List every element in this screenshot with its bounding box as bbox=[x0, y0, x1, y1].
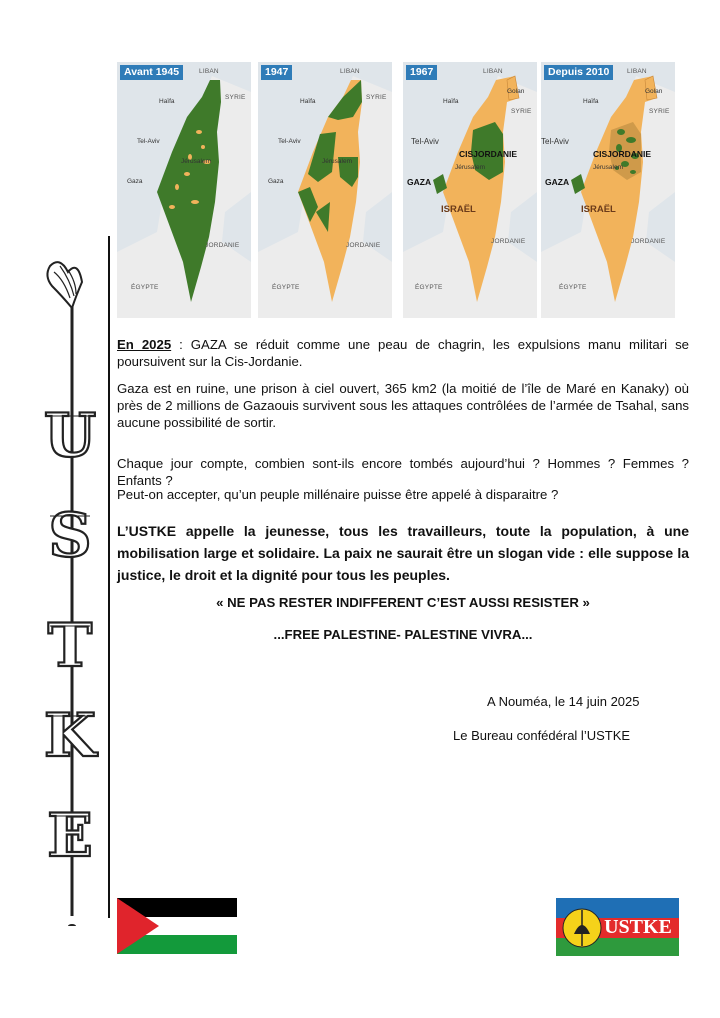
label-syrie: SYRIE bbox=[225, 94, 246, 101]
vertical-divider bbox=[108, 236, 110, 918]
label-telaviv: Tel-Aviv bbox=[278, 138, 301, 145]
paragraph-2025 bbox=[117, 336, 689, 370]
label-telaviv: Tel-Aviv bbox=[137, 138, 160, 145]
label-liban: LIBAN bbox=[483, 68, 503, 75]
label-telaviv: Tel-Aviv bbox=[541, 137, 569, 146]
label-syrie: SYRIE bbox=[649, 108, 670, 115]
logo-text: USTKE bbox=[604, 916, 672, 938]
paragraph-appeal: L’USTKE appelle la jeunesse, tous les travailleurs, toute la population, à une mobilisation large et solidaire. La paix ne saurait être un slogan vide : elle suppose la justice, le droit et la dignité pour tous les peuples. bbox=[117, 523, 689, 583]
label-egypte: ÉGYPTE bbox=[272, 284, 300, 291]
label-jerusalem: Jérusalem bbox=[455, 164, 485, 171]
label-haifa: Haïfa bbox=[300, 98, 316, 105]
ustke-letters bbox=[28, 236, 112, 926]
slogan: « NE PAS RESTER INDIFFERENT C’EST AUSSI RESISTER » bbox=[216, 595, 590, 610]
label-gaza: Gaza bbox=[268, 178, 284, 185]
label-jordanie: JORDANIE bbox=[205, 242, 240, 249]
label-egypte: ÉGYPTE bbox=[559, 284, 587, 291]
label-haifa: Haïfa bbox=[443, 98, 459, 105]
letter-k: K bbox=[43, 701, 97, 771]
label-liban: LIBAN bbox=[627, 68, 647, 75]
label-liban: LIBAN bbox=[340, 68, 360, 75]
label-golan: Golan bbox=[507, 88, 525, 95]
label-jordanie: JORDANIE bbox=[631, 238, 666, 245]
letter-u: U bbox=[43, 401, 97, 471]
label-telaviv: Tel-Aviv bbox=[411, 137, 439, 146]
label-israel: ISRAËL bbox=[581, 204, 616, 215]
map-title: Depuis 2010 bbox=[544, 65, 613, 80]
map-since-2010 bbox=[541, 62, 675, 318]
lead-2025: En 2025 bbox=[117, 337, 172, 352]
map-title: 1947 bbox=[261, 65, 292, 80]
free-palestine: ...FREE PALESTINE- PALESTINE VIVRA... bbox=[273, 627, 533, 642]
paragraph-question: Chaque jour compte, combien sont-ils encore tombés aujourd’hui ? Hommes ? Femmes ? Enfants ? bbox=[117, 456, 689, 488]
label-liban: LIBAN bbox=[199, 68, 219, 75]
ustke-logo-icon bbox=[556, 898, 679, 956]
label-jordanie: JORDANIE bbox=[346, 242, 381, 249]
letter-e: E bbox=[47, 801, 93, 871]
letter-s: S bbox=[48, 501, 92, 571]
label-jerusalem: Jérusalem bbox=[181, 158, 211, 165]
map-before-1945 bbox=[117, 62, 251, 318]
label-cisjordanie: CISJORDANIE bbox=[593, 149, 652, 159]
label-egypte: ÉGYPTE bbox=[415, 284, 443, 291]
paragraph-question-2: Peut-on accepter, qu’un peuple millénaire puisse être appelé à disparaitre ? bbox=[117, 487, 559, 502]
ustke-vertical-logo bbox=[28, 236, 112, 926]
signature: Le Bureau confédéral l’USTKE bbox=[453, 728, 631, 743]
label-israel: ISRAËL bbox=[441, 204, 476, 215]
letter-t: T bbox=[47, 611, 93, 681]
label-gaza: GAZA bbox=[545, 177, 570, 187]
map-title: 1967 bbox=[406, 65, 437, 80]
history-maps bbox=[117, 62, 675, 318]
map-1947 bbox=[258, 62, 392, 318]
place-date: A Nouméa, le 14 juin 2025 bbox=[487, 694, 640, 709]
label-gaza: Gaza bbox=[127, 178, 143, 185]
label-syrie: SYRIE bbox=[511, 108, 532, 115]
label-jordanie: JORDANIE bbox=[491, 238, 526, 245]
paragraph-gaza: Gaza est en ruine, une prison à ciel ouvert, 365 km2 (la moitié de l’île de Maré en Kanaky) où près de 2 millions de Gazaouis survivent sous les attaques contrôlées de l’armée de Tsahal, sans aucune possibilité de sortir. bbox=[117, 381, 689, 430]
label-egypte: ÉGYPTE bbox=[131, 284, 159, 291]
label-haifa: Haïfa bbox=[583, 98, 599, 105]
palestine-flag-icon bbox=[117, 898, 237, 954]
paragraph-2025-rest: : GAZA se réduit comme une peau de chagrin, les expulsions manu militari se poursuivent sur la Cis-Jordanie. bbox=[117, 337, 689, 369]
ustke-logo bbox=[556, 898, 679, 956]
label-golan: Golan bbox=[645, 88, 663, 95]
label-syrie: SYRIE bbox=[366, 94, 387, 101]
map-title: Avant 1945 bbox=[120, 65, 183, 80]
label-haifa: Haïfa bbox=[159, 98, 175, 105]
map-2010-shape bbox=[541, 62, 675, 318]
label-gaza: GAZA bbox=[407, 177, 432, 187]
map-1967 bbox=[403, 62, 537, 318]
label-jerusalem: Jérusalem bbox=[322, 158, 352, 165]
label-cisjordanie: CISJORDANIE bbox=[459, 149, 518, 159]
label-jerusalem: Jérusalem bbox=[593, 164, 623, 171]
map-1967-shape bbox=[403, 62, 537, 318]
